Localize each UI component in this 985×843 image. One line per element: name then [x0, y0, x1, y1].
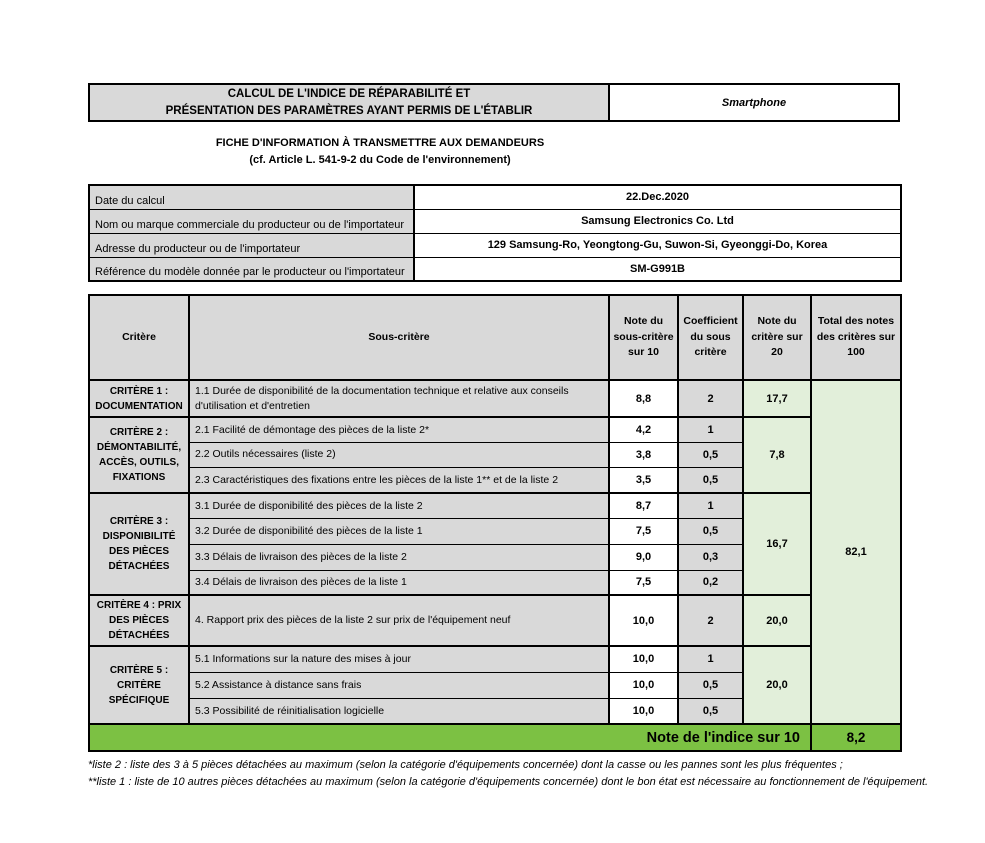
coeff-cell: 2	[678, 380, 743, 417]
info-row-model	[89, 257, 901, 281]
coeff-cell: 0,3	[678, 544, 743, 570]
fiche-title: FICHE D'INFORMATION À TRANSMETTRE AUX DEMANDEURS	[215, 137, 545, 149]
subcriterion-cell: 5.1 Informations sur la nature des mises à jour	[189, 646, 609, 672]
coeff-cell: 0,5	[678, 467, 743, 493]
note10-cell: 10,0	[609, 646, 678, 672]
info-value-cell: SM-G991B	[414, 257, 901, 281]
footnotes	[88, 760, 958, 788]
coeff-cell: 0,5	[678, 518, 743, 544]
info-value-cell: 129 Samsung-Ro, Yeongtong-Gu, Suwon-Si, Gyeonggi-Do, Korea	[414, 233, 901, 257]
note10-cell: 4,2	[609, 417, 678, 442]
subcriterion-cell: 3.2 Durée de disponibilité des pièces de la liste 1	[189, 518, 609, 544]
subcriterion-cell: 3.3 Délais de livraison des pièces de la liste 2	[189, 544, 609, 570]
note10-cell: 10,0	[609, 672, 678, 698]
coeff-cell: 1	[678, 417, 743, 442]
table-row	[89, 595, 901, 646]
note10-cell: 9,0	[609, 544, 678, 570]
note10-cell: 8,8	[609, 380, 678, 417]
subcriterion-cell: 5.2 Assistance à distance sans frais	[189, 672, 609, 698]
coeff-cell: 1	[678, 646, 743, 672]
criteria-table	[88, 294, 902, 752]
note10-cell: 3,5	[609, 467, 678, 493]
criterion-cell: CRITÈRE 5 : CRITÈRE SPÉCIFIQUE	[89, 646, 189, 724]
table-row	[89, 493, 901, 518]
table-row	[89, 646, 901, 672]
fiche-heading	[88, 137, 672, 166]
col-coefficient-header: Coefficient du sous critère	[678, 295, 743, 380]
repairability-document	[88, 83, 929, 794]
info-row-producer	[89, 209, 901, 233]
coeff-cell: 0,2	[678, 570, 743, 595]
note10-cell: 7,5	[609, 518, 678, 544]
index-score-row	[89, 724, 901, 751]
document-title-line1: CALCUL DE L'INDICE DE RÉPARABILITÉ ET	[227, 87, 471, 100]
note20-cell: 16,7	[743, 493, 811, 595]
info-row-address	[89, 233, 901, 257]
subcriterion-cell: 2.3 Caractéristiques des fixations entre les pièces de la liste 1** et de la liste 2	[189, 467, 609, 493]
total100-cell: 82,1	[811, 380, 901, 724]
col-subcriterion-header: Sous-critère	[189, 295, 609, 380]
subcriterion-cell: 3.1 Durée de disponibilité des pièces de la liste 2	[189, 493, 609, 518]
note10-cell: 3,8	[609, 442, 678, 467]
product-type-label: Smartphone	[721, 96, 787, 109]
table-row	[89, 380, 901, 417]
coeff-cell: 1	[678, 493, 743, 518]
info-label-cell: Adresse du producteur ou de l'importateur	[89, 233, 414, 257]
subcriterion-cell: 5.3 Possibilité de réinitialisation logicielle	[189, 698, 609, 724]
col-total100-header: Total des notes des critères sur 100	[811, 295, 901, 380]
document-title-line2: PRÉSENTATION DES PARAMÈTRES AYANT PERMIS DE L'ÉTABLIR	[165, 104, 533, 117]
note20-cell: 20,0	[743, 595, 811, 646]
info-label-cell: Nom ou marque commerciale du producteur ou de l'importateur	[89, 209, 414, 233]
subcriterion-cell: 2.2 Outils nécessaires (liste 2)	[189, 442, 609, 467]
criterion-cell: CRITÈRE 3 : DISPONIBILITÉ DES PIÈCES DÉTACHÉES	[89, 493, 189, 595]
info-value-cell: 22.Dec.2020	[414, 185, 901, 209]
table-row	[89, 417, 901, 442]
note10-cell: 10,0	[609, 698, 678, 724]
subcriterion-cell: 2.1 Facilité de démontage des pièces de la liste 2*	[189, 417, 609, 442]
subcriterion-cell: 4. Rapport prix des pièces de la liste 2 sur prix de l'équipement neuf	[189, 595, 609, 646]
note10-cell: 10,0	[609, 595, 678, 646]
footnote-liste1: **liste 1 : liste de 10 autres pièces détachées au maximum (selon la catégorie d'équipements concernée) dont le bon état est nécessaire au fonctionnement de l'équipement.	[88, 776, 929, 788]
info-label-cell: Date du calcul	[89, 185, 414, 209]
coeff-cell: 0,5	[678, 698, 743, 724]
document-title-box	[88, 83, 900, 122]
info-label-cell: Référence du modèle donnée par le producteur ou l'importateur	[89, 257, 414, 281]
subcriterion-cell: 1.1 Durée de disponibilité de la documentation technique et relative aux conseils d'utilisation et d'entretien	[189, 380, 609, 417]
footnote-liste2: *liste 2 : liste des 3 à 5 pièces détachées au maximum (selon la catégorie d'équipements concernée) dont la casse ou les pannes sont les plus fréquentes ;	[88, 759, 843, 771]
col-note10-header: Note du sous-critère sur 10	[609, 295, 678, 380]
criterion-cell: CRITÈRE 4 : PRIX DES PIÈCES DÉTACHÉES	[89, 595, 189, 646]
subcriterion-cell: 3.4 Délais de livraison des pièces de la liste 1	[189, 570, 609, 595]
note10-cell: 8,7	[609, 493, 678, 518]
criteria-table-header	[89, 295, 901, 380]
info-row-date	[89, 185, 901, 209]
criterion-cell: CRITÈRE 1 : DOCUMENTATION	[89, 380, 189, 417]
note20-cell: 20,0	[743, 646, 811, 724]
coeff-cell: 0,5	[678, 442, 743, 467]
criterion-cell: CRITÈRE 2 : DÉMONTABILITÉ, ACCÈS, OUTILS, FIXATIONS	[89, 417, 189, 493]
coeff-cell: 0,5	[678, 672, 743, 698]
coeff-cell: 2	[678, 595, 743, 646]
col-criterion-header: Critère	[89, 295, 189, 380]
index-score-label: Note de l'indice sur 10	[89, 724, 811, 751]
info-value-cell: Samsung Electronics Co. Ltd	[414, 209, 901, 233]
fiche-subtitle: (cf. Article L. 541-9-2 du Code de l'environnement)	[249, 154, 511, 166]
note20-cell: 7,8	[743, 417, 811, 493]
note10-cell: 7,5	[609, 570, 678, 595]
note20-cell: 17,7	[743, 380, 811, 417]
document-title	[90, 85, 610, 120]
index-score-value: 8,2	[811, 724, 901, 751]
col-note20-header: Note du critère sur 20	[743, 295, 811, 380]
producer-info-table	[88, 184, 902, 282]
